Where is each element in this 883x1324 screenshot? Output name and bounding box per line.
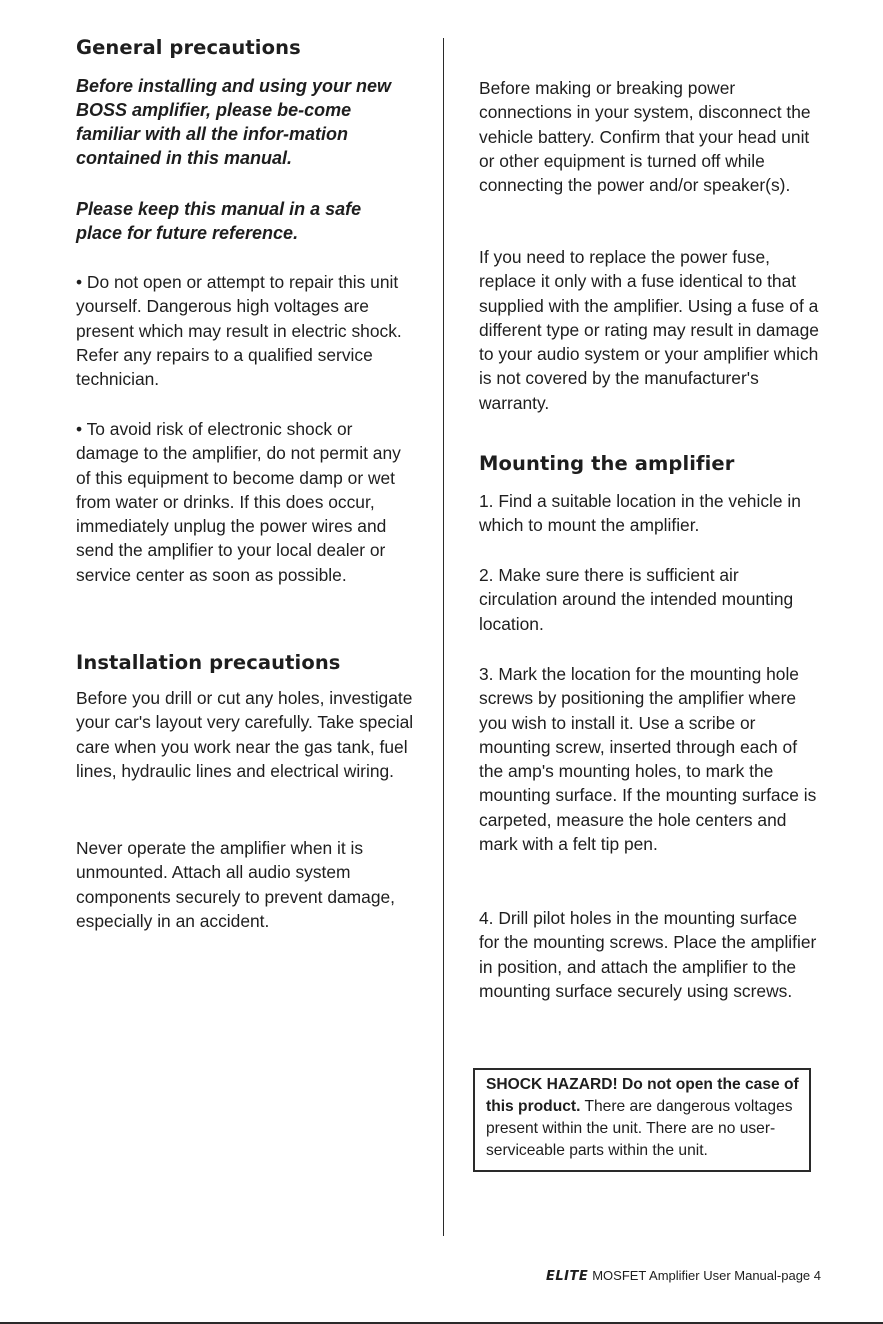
mounting-step-1: 1. Find a suitable location in the vehicle in which to mount the amplifier. <box>479 491 801 536</box>
intro-paragraph: Before installing and using your new BOSS amplifier, please be-come familiar with all the infor-mation contained in this manual. <box>76 76 392 168</box>
elite-brand-logo: ELITE <box>545 1269 589 1284</box>
keep-manual-paragraph: Please keep this manual in a safe place for future reference. <box>76 199 362 243</box>
footer-text: MOSFET Amplifier User Manual-page 4 <box>592 1268 821 1283</box>
shock-hazard-warning-box <box>473 1068 811 1172</box>
page-footer <box>546 1268 821 1284</box>
mounting-heading: Mounting the amplifier <box>479 452 735 475</box>
bullet-do-not-open: • Do not open or attempt to repair this unit yourself. Dangerous high voltages are present which may result in electric shock. Refer any repairs to a qualified service technician. <box>76 272 402 390</box>
mounting-step-4: 4. Drill pilot holes in the mounting surface for the mounting screws. Place the amplifier in position, and attach the amplifier to the mounting surface securely using screws. <box>479 908 817 1001</box>
fuse-paragraph: If you need to replace the power fuse, replace it only with a fuse identical to that supplied with the amplifier. Using a fuse of a different type or rating may result in damage to your audio system or your amplifier which is not covered by the manufacturer's warranty. <box>479 247 819 413</box>
install-paragraph-drill: Before you drill or cut any holes, investigate your car's layout very carefully. Take special care when you work near the gas tank, fuel lines, hydraulic lines and electrical wiring. <box>76 688 414 781</box>
column-divider <box>443 38 444 1236</box>
warning-rest-text: There are dangerous voltages present within the unit. There are no user-serviceable parts within the unit. <box>486 1098 793 1159</box>
mounting-step-3: 3. Mark the location for the mounting hole screws by positioning the amplifier where you wish to install it. Use a scribe or mounting screw, inserted through each of the amp's mounting holes, to mark the mounting surface. If the mounting surface is carpeted, measure the hole centers and mark with a felt tip pen. <box>479 664 817 855</box>
bullet-avoid-shock: • To avoid risk of electronic shock or damage to the amplifier, do not permit any of this equipment to become damp or wet from water or drinks. If this does occur, immediately unplug the power wires and send the amplifier to your local dealer or service center as soon as possible. <box>76 419 401 585</box>
mounting-step-2: 2. Make sure there is sufficient air circulation around the intended mounting location. <box>479 565 794 634</box>
general-precautions-heading: General precautions <box>76 36 301 59</box>
install-paragraph-operate: Never operate the amplifier when it is unmounted. Attach all audio system components securely to prevent damage, especially in an accident. <box>76 838 396 931</box>
power-connections-paragraph: Before making or breaking power connections in your system, disconnect the vehicle battery. Confirm that your head unit or other equipment is turned off while connecting the power and/or speaker(s). <box>479 78 811 196</box>
warning-bold-text: SHOCK HAZARD! Do not open the case of this product. <box>486 1076 799 1115</box>
installation-precautions-heading: Installation precautions <box>76 651 341 674</box>
